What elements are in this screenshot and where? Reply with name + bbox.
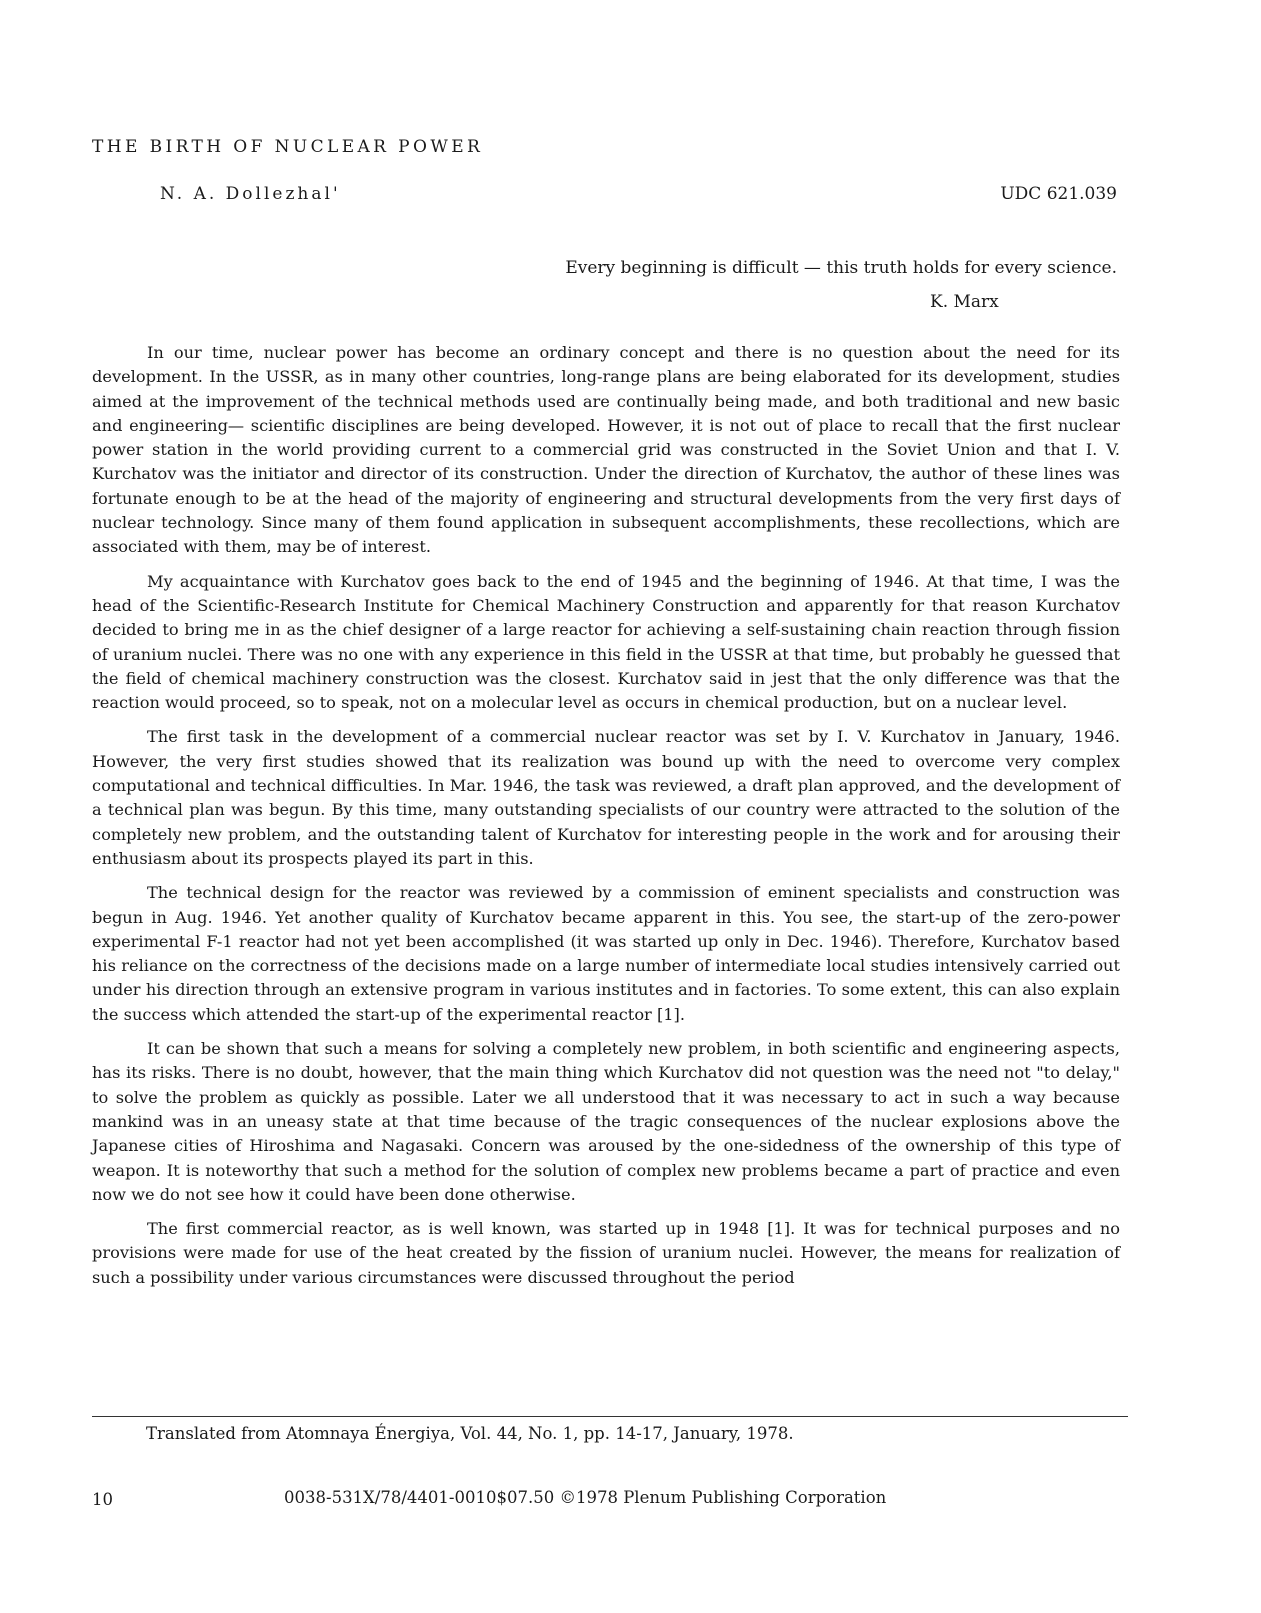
body-paragraph: The technical design for the reactor was reviewed by a commission of eminent specialists and construction was begun in Aug. 1946. Yet another quality of Kurchatov became apparent in this. You see, the start-up of the zero-power experimental F-1 reactor had not yet been accomplished (it was started up only in Dec. 1946). Therefore, Kurchatov based his reliance on the correctness of the decisions made on a large number of intermediate local studies intensively carried out under his direction through an extensive program in various institutes and in factories. To some extent, this can also explain the success which attended the start-up of the experimental reactor [1].	[92, 883, 1120, 1024]
translation-footnote: Translated from Atomnaya Énergiya, Vol. 44, No. 1, pp. 14-17, January, 1978.	[146, 1424, 794, 1443]
article-title: THE BIRTH OF NUCLEAR POWER	[92, 137, 484, 157]
body-paragraph: The first commercial reactor, as is well known, was started up in 1948 [1]. It was for technical purposes and no provisions were made for use of the heat created by the fission of uranium nuclei. However, the means for realization of such a possibility under various circumstances were discussed throughout the period	[92, 1219, 1120, 1287]
body-paragraph: It can be shown that such a means for solving a completely new problem, in both scientific and engineering aspects, has its risks. There is no doubt, however, that the main thing which Kurchatov did not question was the need not "to delay," to solve the problem as quickly as possible. Later we all understood that it was necessary to act in such a way because mankind was in an uneasy state at that time because of the tragic consequences of the nuclear explosions above the Japanese cities of Hiroshima and Nagasaki. Concern was aroused by the one-sidedness of the ownership of this type of weapon. It is noteworthy that such a method for the solution of complex new problems became a part of practice and even now we do not see how it could have been done otherwise.	[92, 1039, 1120, 1204]
body-paragraph: In our time, nuclear power has become an ordinary concept and there is no question about the need for its development. In the USSR, as in many other countries, long-range plans are being elaborated for its development, studies aimed at the improvement of the technical methods used are continually being made, and both traditional and new basic and engineering— scientific disciplines are being developed. However, it is not out of place to recall that the first nuclear power station in the world providing current to a commercial grid was constructed in the Soviet Union and that I. V. Kurchatov was the initiator and director of its construction. Under the direction of Kurchatov, the author of these lines was fortunate enough to be at the head of the majority of engineering and structural developments from the very first days of nuclear technology. Since many of them found application in subsequent accomplishments, these recollections, which are associated with them, may be of interest.	[92, 343, 1120, 557]
udc-code: UDC 621.039	[1000, 184, 1117, 204]
body-paragraph: My acquaintance with Kurchatov goes back to the end of 1945 and the beginning of 1946. At that time, I was the head of the Scientific-Research Institute for Chemical Machinery Construction and apparently for that reason Kurchatov decided to bring me in as the chief designer of a large reactor for achieving a self-sustaining chain reaction through fission of uranium nuclei. There was no one with any experience in this field in the USSR at that time, but probably he guessed that the field of chemical machinery construction was the closest. Kurchatov said in jest that the only difference was that the reaction would proceed, so to speak, not on a molecular level as occurs in chemical production, but on a nuclear level.	[92, 571, 1120, 713]
article-body	[92, 341, 1120, 1300]
page-number: 10	[92, 1490, 113, 1509]
body-paragraph: The first task in the development of a commercial nuclear reactor was set by I. V. Kurchatov in January, 1946. However, the very first studies showed that its realization was bound up with the need to overcome very complex computational and technical difficulties. In Mar. 1946, the task was reviewed, a draft plan approved, and the development of a technical plan was begun. By this time, many outstanding specialists of our country were attracted to the solution of the completely new problem, and the outstanding talent of Kurchatov for interesting people in the work and for arousing their enthusiasm about its prospects played its part in this.	[92, 727, 1120, 868]
epigraph-quote: Every beginning is difficult — this truth holds for every science.	[565, 258, 1117, 278]
article-author: N. A. Dollezhal'	[160, 184, 341, 204]
footnote-divider	[92, 1416, 1128, 1417]
publisher-line: 0038-531X/78/4401-0010$07.50 ©1978 Plenum Publishing Corporation	[284, 1488, 887, 1507]
epigraph-attribution: K. Marx	[930, 292, 999, 312]
